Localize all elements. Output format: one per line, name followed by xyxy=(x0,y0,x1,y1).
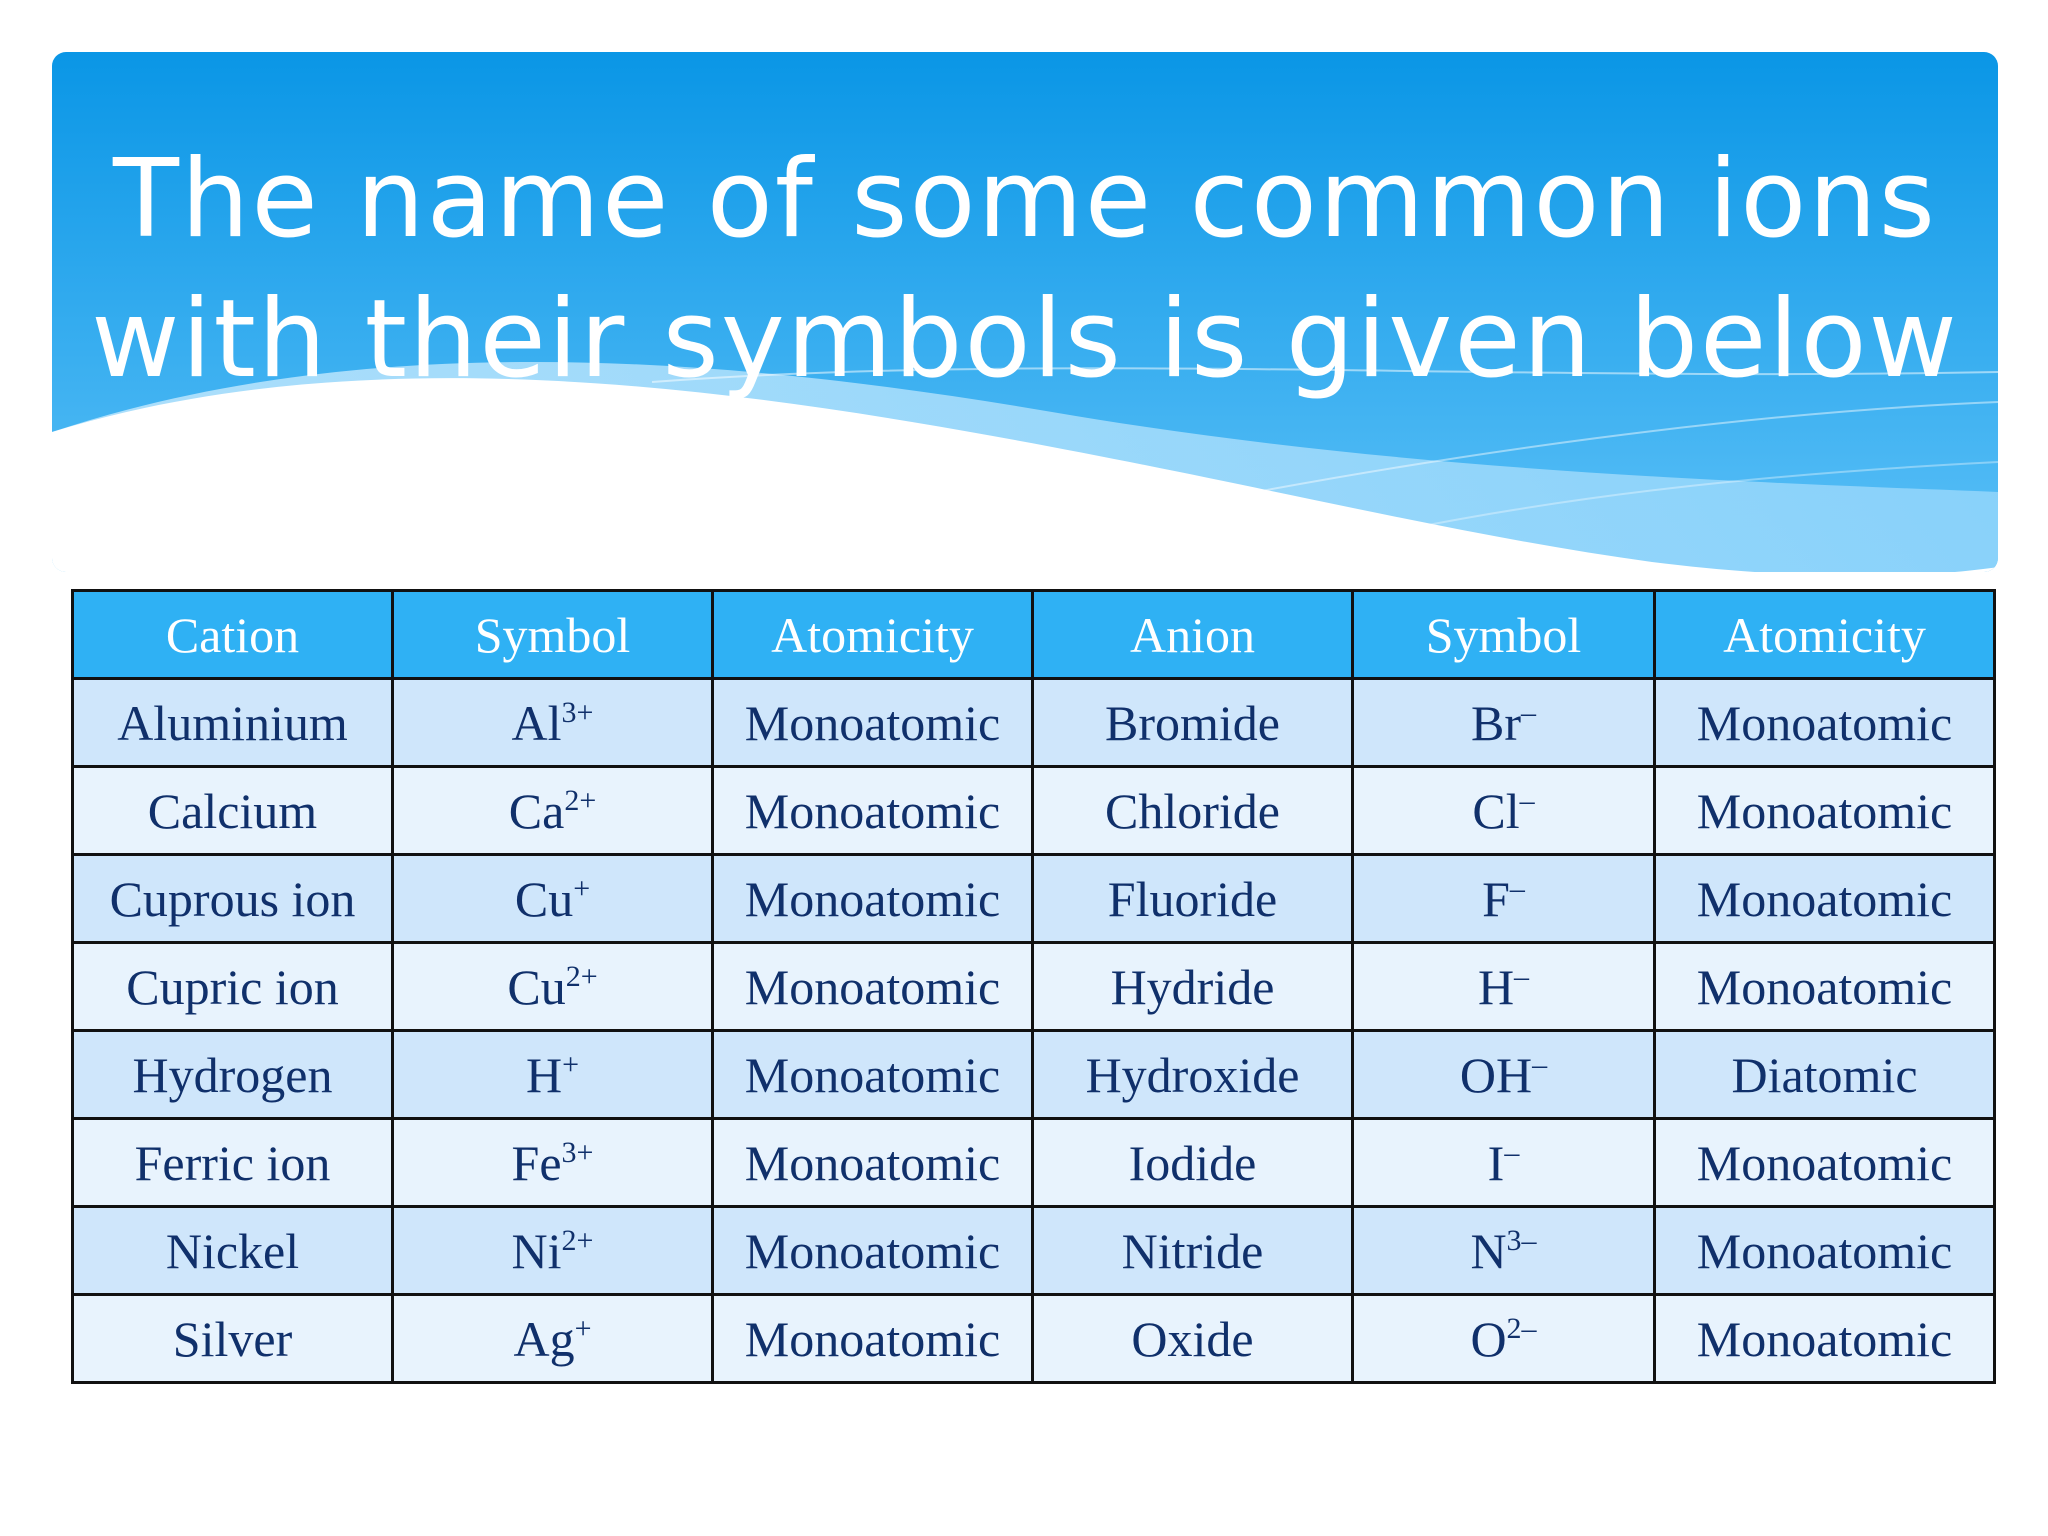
cation-atomicity: Monoatomic xyxy=(713,679,1033,767)
table-row xyxy=(73,679,1995,767)
anion-atomicity: Monoatomic xyxy=(1655,855,1995,943)
anion-symbol: H– xyxy=(1353,943,1655,1031)
anion-name: Oxide xyxy=(1033,1295,1353,1383)
cation-atomicity: Monoatomic xyxy=(713,1119,1033,1207)
cation-symbol: $Al^{3+}$ xyxy=(393,679,713,767)
cation-atomicity: Monoatomic xyxy=(713,1031,1033,1119)
cation-symbol: Cu+ xyxy=(393,855,713,943)
table-row xyxy=(73,1031,1995,1119)
header-cation-atomicity: Atomicity xyxy=(713,591,1033,679)
cation-name: Nickel xyxy=(73,1207,393,1295)
table-row xyxy=(73,943,1995,1031)
cation-name: Cuprous ion xyxy=(73,855,393,943)
anion-name: Nitride xyxy=(1033,1207,1353,1295)
table-row xyxy=(73,1207,1995,1295)
header-anion: Anion xyxy=(1033,591,1353,679)
cation-name: Cupric ion xyxy=(73,943,393,1031)
anion-name: Hydroxide xyxy=(1033,1031,1353,1119)
cation-atomicity: Monoatomic xyxy=(713,1295,1033,1383)
cation-name: Hydrogen xyxy=(73,1031,393,1119)
cation-name: Aluminium xyxy=(73,679,393,767)
anion-atomicity: Monoatomic xyxy=(1655,679,1995,767)
anion-atomicity: Diatomic xyxy=(1655,1031,1995,1119)
cation-symbol: $Fe^{3+}$ xyxy=(393,1119,713,1207)
anion-atomicity: Monoatomic xyxy=(1655,943,1995,1031)
anion-symbol: Cl– xyxy=(1353,767,1655,855)
cation-symbol: $Ni^{2+}$ xyxy=(393,1207,713,1295)
anion-symbol: Br– xyxy=(1353,679,1655,767)
cation-name: Silver xyxy=(73,1295,393,1383)
table-row xyxy=(73,1295,1995,1383)
cation-atomicity: Monoatomic xyxy=(713,943,1033,1031)
cation-atomicity: Monoatomic xyxy=(713,1207,1033,1295)
anion-name: Iodide xyxy=(1033,1119,1353,1207)
slide-title: The name of some common ions with their symbols is given below xyxy=(91,137,1959,402)
anion-symbol: $N^{3-}$ xyxy=(1353,1207,1655,1295)
anion-name: Bromide xyxy=(1033,679,1353,767)
anion-atomicity: Monoatomic xyxy=(1655,1207,1995,1295)
table-row xyxy=(73,855,1995,943)
cation-symbol: Ag+ xyxy=(393,1295,713,1383)
cation-atomicity: Monoatomic xyxy=(713,855,1033,943)
cation-name: Ferric ion xyxy=(73,1119,393,1207)
table-row xyxy=(73,1119,1995,1207)
anion-atomicity: Monoatomic xyxy=(1655,1295,1995,1383)
anion-symbol: $O^{2-}$ xyxy=(1353,1295,1655,1383)
anion-name: Chloride xyxy=(1033,767,1353,855)
header-anion-symbol: Symbol xyxy=(1353,591,1655,679)
header-cation-symbol: Symbol xyxy=(393,591,713,679)
anion-symbol: I– xyxy=(1353,1119,1655,1207)
title-banner xyxy=(52,52,1998,572)
table-header-row xyxy=(73,591,1995,679)
cation-name: Calcium xyxy=(73,767,393,855)
cation-symbol: $Ca^{2+}$ xyxy=(393,767,713,855)
anion-atomicity: Monoatomic xyxy=(1655,1119,1995,1207)
table-row xyxy=(73,767,1995,855)
header-cation: Cation xyxy=(73,591,393,679)
anion-name: Hydride xyxy=(1033,943,1353,1031)
anion-atomicity: Monoatomic xyxy=(1655,767,1995,855)
header-anion-atomicity: Atomicity xyxy=(1655,591,1995,679)
anion-symbol: F– xyxy=(1353,855,1655,943)
cation-symbol: H+ xyxy=(393,1031,713,1119)
ions-table xyxy=(71,589,1996,1384)
anion-symbol: OH– xyxy=(1353,1031,1655,1119)
anion-name: Fluoride xyxy=(1033,855,1353,943)
cation-atomicity: Monoatomic xyxy=(713,767,1033,855)
cation-symbol: $Cu^{2+}$ xyxy=(393,943,713,1031)
